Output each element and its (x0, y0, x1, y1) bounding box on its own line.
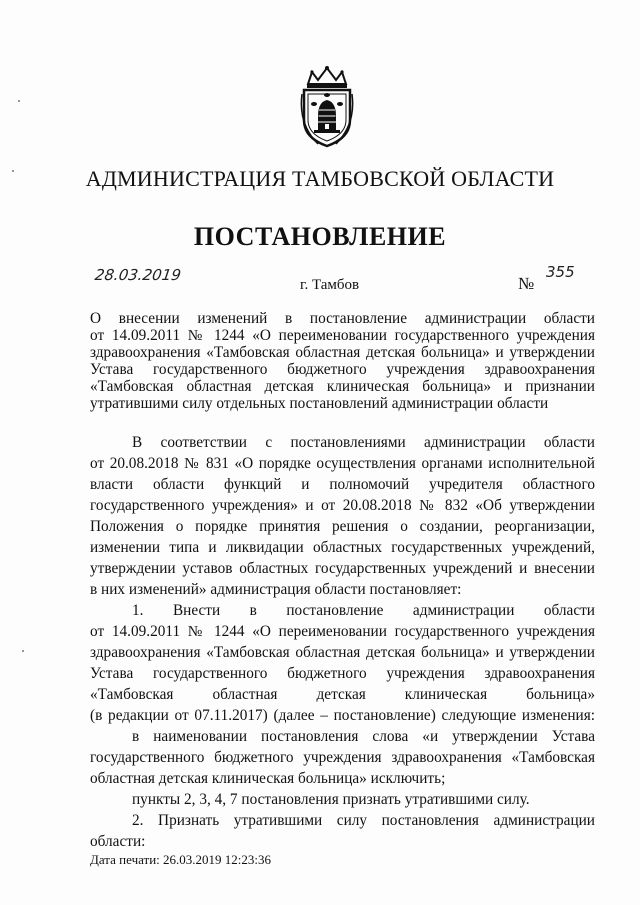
print-date: Дата печати: 26.03.2019 12:23:36 (90, 852, 272, 867)
city: г. Тамбов (300, 277, 360, 293)
body-line: от 14.09.2011 № 1244 «О переименовании государственного учреждения (90, 623, 595, 640)
subject-line: от 14.09.2011 № 1244 «О переименовании государственного учреждения (90, 327, 595, 344)
document-number-label: № (518, 274, 535, 293)
body-line: «Тамбовская областная детская клиническая больница» (90, 686, 595, 703)
handwritten-document-number: 355 (546, 263, 575, 281)
body-line: власти области функций и полномочий учредителя областного (90, 476, 595, 493)
tambov-coat-of-arms-icon (298, 64, 356, 150)
organization-name: АДМИНИСТРАЦИЯ ТАМБОВСКОЙ ОБЛАСТИ (85, 166, 555, 191)
body-line: (в редакции от 07.11.2017) (далее – постановление) следующие изменения: (90, 707, 595, 724)
body-line: 1. Внести в постановление администрации области (132, 602, 595, 619)
body-line: областная детская клиническая больница» исключить; (90, 770, 446, 787)
subject-line: здравоохранения «Тамбовская областная детская больница» и утверждении (90, 344, 595, 361)
body-line: в них изменений» администрация области постановляет: (90, 581, 462, 598)
body-line: пункты 2, 3, 4, 7 постановления признать утратившими силу. (132, 791, 530, 808)
body-line: в наименовании постановления слова «и утверждении Устава (132, 728, 595, 745)
body-line: утверждении уставов областных государственных учреждений и внесении (90, 560, 595, 577)
body-line: области: (90, 833, 146, 850)
body-line: 2. Признать утратившими силу постановления администрации (132, 812, 595, 829)
document-title: ПОСТАНОВЛЕНИЕ (193, 222, 447, 251)
body-line: государственного бюджетного учреждения здравоохранения «Тамбовская (90, 749, 595, 766)
body-line: В соответствии с постановлениями администрации области (132, 434, 595, 451)
body-line: Положения о порядке принятия решения о создании, реорганизации, (90, 518, 595, 535)
body-line: здравоохранения «Тамбовская областная детская больница» и утверждении (90, 644, 595, 661)
body-line: Устава государственного бюджетного учреждения здравоохранения (90, 665, 595, 682)
scan-speck (12, 170, 14, 172)
subject-line: Устава государственного бюджетного учреждения здравоохранения (90, 361, 595, 378)
body-line: государственного учреждения» и от 20.08.2018 № 832 «Об утверждении (90, 497, 595, 514)
subject-line: «Тамбовская областная детская клиническая больница» и признании (90, 378, 595, 395)
body-line: изменении типа и ликвидации областных государственных учреждений, (90, 539, 595, 556)
subject-line: утратившими силу отдельных постановлений администрации области (90, 395, 549, 412)
scan-speck (22, 650, 24, 652)
scan-speck (18, 100, 20, 102)
handwritten-date: 28.03.2019 (93, 266, 183, 284)
body-line: от 20.08.2018 № 831 «О порядке осуществления органами исполнительной (90, 455, 595, 472)
subject-line: О внесении изменений в постановление администрации области (90, 310, 595, 327)
